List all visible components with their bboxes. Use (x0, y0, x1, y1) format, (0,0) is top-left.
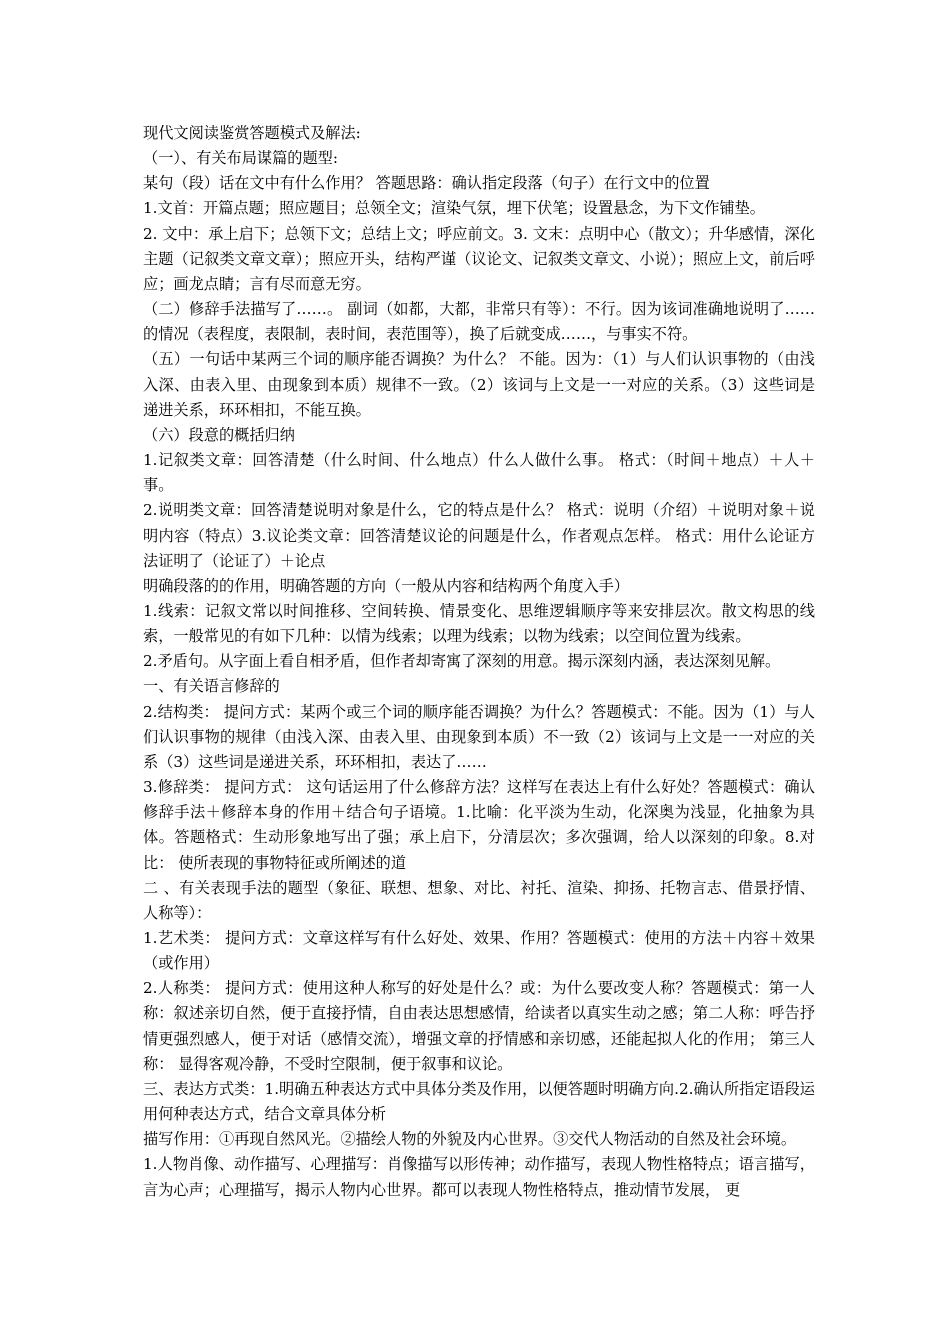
section-heading: （六）段意的概括归纳 (143, 425, 295, 444)
paragraph: 1.人物肖像、动作描写、心理描写：肖像描写以形传神；动作描写，表现人物性格特点；语言描写，言为心声；心理描写，揭示人物内心世界。都可以表现人物性格特点，推动情节发展， 更 (143, 1155, 815, 1199)
section-heading: 一、有关语言修辞的 (143, 677, 280, 696)
paragraph: （二）修辞手法描写了……。 副词（如都，大都，非常只有等）：不行。因为该词准确地说明了……的情况（表程度，表限制，表时间，表范围等），换了后就变成……，与事实不符。 (143, 300, 815, 344)
section-heading: （一）、有关布局谋篇的题型: (143, 149, 338, 168)
paragraph: 1.记叙类文章：回答清楚（什么时间、什么地点）什么人做什么事。 格式：（时间＋地点）＋人＋事。 (143, 451, 815, 495)
paragraph: （五）一句话中某两三个词的顺序能否调换？为什么？ 不能。因为：（1）与人们认识事物的（由浅入深、由表入里、由现象到本质）规律不一致。（2）该词与上文是一一对应的关系。（3）这些词是递进关系，环环相扣，不能互换。 (143, 350, 815, 419)
paragraph: 2.结构类： 提问方式：某两个或三个词的顺序能否调换？为什么？答题模式：不能。因为（1）与人们认识事物的规律（由浅入深、由表入里、由现象到本质）不一致（2）该词与上文是一一对应的关系（3）这些词是递进关系，环环相扣，表达了…… (143, 702, 815, 771)
document-body (143, 121, 815, 1203)
paragraph: 1.艺术类： 提问方式：文章这样写有什么好处、效果、作用？答题模式：使用的方法＋内容＋效果（或作用） (143, 929, 815, 973)
section-heading: 二 、有关表现手法的题型（象征、联想、想象、对比、衬托、渲染、抑扬、托物言志、借景抒情、人称等）： (143, 878, 815, 922)
paragraph: 2.矛盾句。从字面上看自相矛盾，但作者却寄寓了深刻的用意。揭示深刻内涵，表达深刻见解。 (143, 652, 781, 671)
paragraph: 明确段落的的作用，明确答题的方向（一般从内容和结构两个角度入手） (143, 576, 629, 595)
paragraph: 描写作用：①再现自然风光。②描绘人物的外貌及内心世界。③交代人物活动的自然及社会环境。 (143, 1130, 797, 1149)
paragraph: 1.线索：记叙文常以时间推移、空间转换、情景变化、思维逻辑顺序等来安排层次。散文构思的线索，一般常见的有如下几种：以情为线索；以理为线索；以物为线索；以空间位置为线索。 (143, 601, 815, 646)
paragraph: 2.人称类： 提问方式：使用这种人称写的好处是什么？或：为什么要改变人称？答题模式：第一人称：叙述亲切自然，便于直接抒情，自由表达思想感情，给读者以真实生动之感；第二人称：呼告抒情更强烈感人，便于对话（感情交流），增强文章的抒情感和亲切感，还能起拟人化的作用； 第三人称： 显得客观冷静，不受时空限制，便于叙事和议论。 (143, 979, 815, 1073)
paragraph: 1.文首：开篇点题；照应题目；总领全文；渲染气氛，埋下伏笔；设置悬念，为下文作铺垫。 (143, 199, 765, 218)
section-heading: 三、表达方式类：1.明确五种表达方式中具体分类及作用，以便答题时明确方向.2.确认所指定语段运用何种表达方式，结合文章具体分析 (143, 1079, 815, 1124)
paragraph: 2.说明类文章：回答清楚说明对象是什么，它的特点是什么？ 格式：说明（介绍）＋说明对象＋说明内容（特点）3.议论类文章：回答清楚议论的问题是什么，作者观点怎样。 格式：用什么论证方法证明了（论证了）＋论点 (143, 501, 815, 570)
document-title: 现代文阅读鉴赏答题模式及解法: (143, 124, 361, 142)
paragraph: 3.修辞类： 提问方式： 这句话运用了什么修辞方法？这样写在表达上有什么好处？答题模式：确认修辞手法＋修辞本身的作用＋结合句子语境。1.比喻：化平淡为生动，化深奥为浅显，化抽象为具体。答题格式：生动形象地写出了强；承上启下，分清层次；多次强调，给人以深刻的印象。8.对比： 使所表现的事物特征或所阐述的道 (143, 778, 815, 872)
paragraph: 2. 文中：承上启下；总领下文；总结上文；呼应前文。3. 文末：点明中心（散文）；升华感情，深化主题（记叙类文章文章）；照应开头，结构严谨（议论文、记叙类文章文、小说）；照应上文，前后呼应；画龙点睛；言有尽而意无穷。 (143, 224, 815, 293)
paragraph: 某句（段）话在文中有什么作用？ 答题思路：确认指定段落（句子）在行文中的位置 (143, 174, 710, 193)
